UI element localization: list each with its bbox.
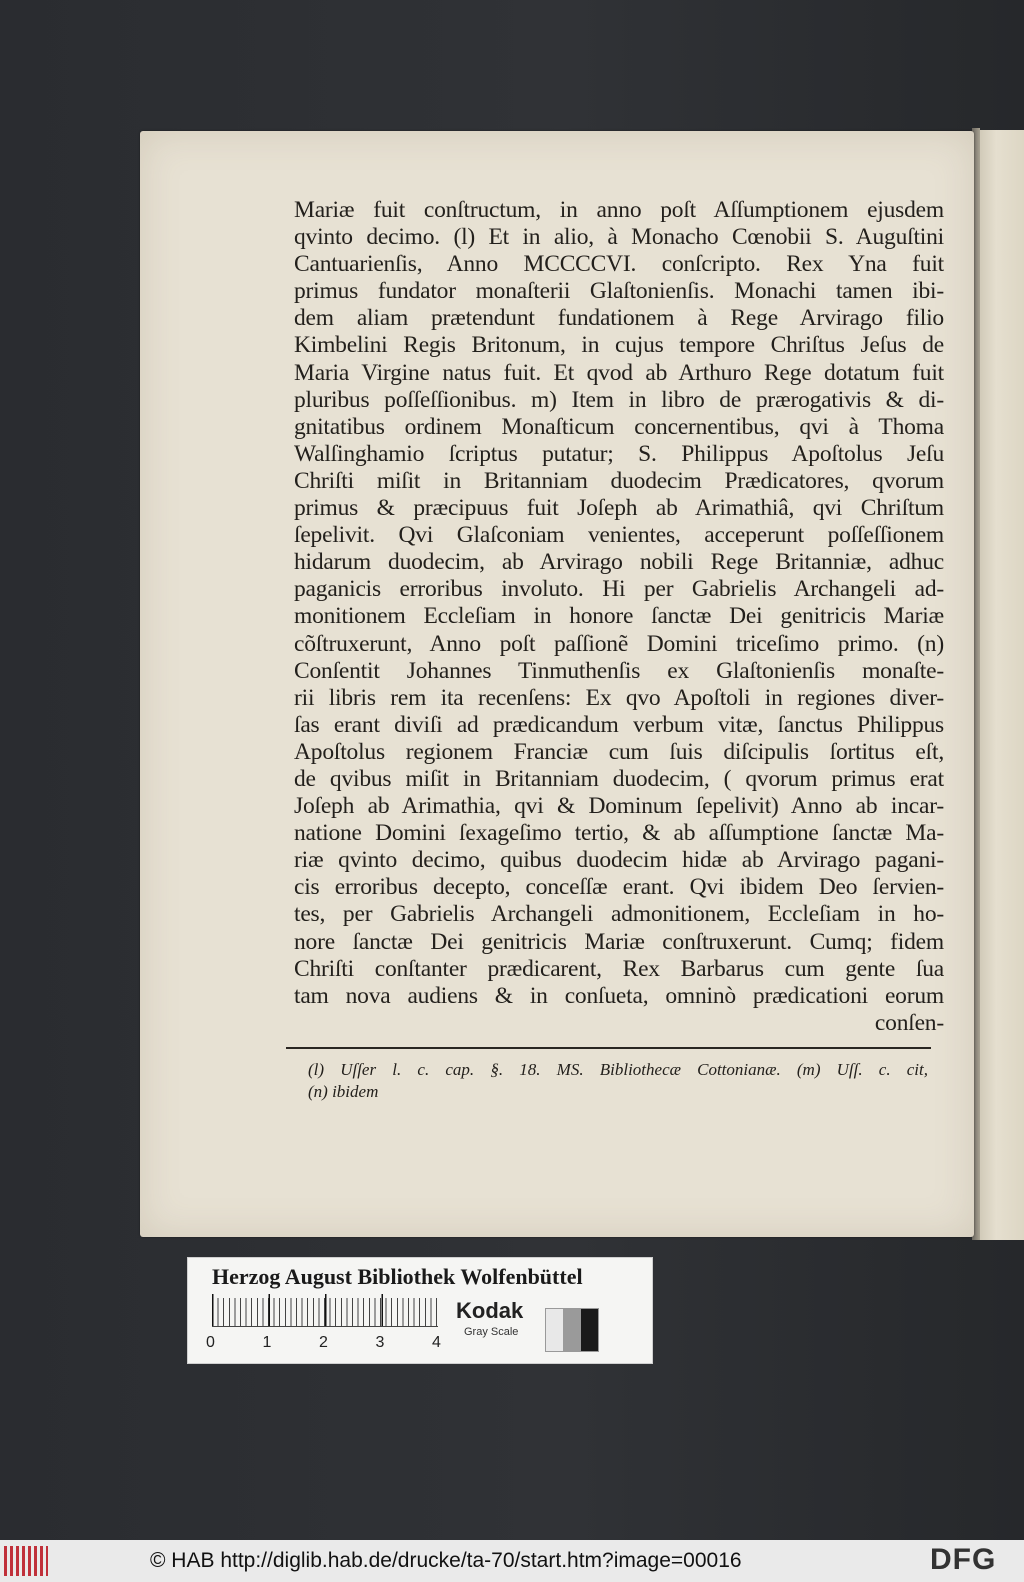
- text-line: tes, per Gabrielis Archangeli admonitionem, Eccleſiam in ho-: [294, 901, 944, 928]
- text-line: qvinto decimo. (l) Et in alio, à Monacho Cœnobii S. Auguſtini: [294, 224, 944, 251]
- footnotes: [308, 1059, 928, 1103]
- page-text: [294, 197, 944, 1037]
- text-line: dem aliam prætendunt fundationem à Rege Arvirago filio: [294, 305, 944, 332]
- text-line: Joſeph ab Arimathia, qvi & Dominum ſepelivit) Anno ab incar-: [294, 793, 944, 820]
- text-line: rii libris rem ita recenſens: Ex qvo Apoſtoli in regiones diver-: [294, 684, 944, 711]
- text-line: de qvibus miſit in Britanniam duodecim, ( qvorum primus erat: [294, 765, 944, 792]
- text-line: natione Domini ſexageſimo tertio, & ab aſſumptione ſanctæ Ma-: [294, 820, 944, 847]
- ruler-number: 1: [262, 1334, 272, 1351]
- text-line: primus fundator monaſterii Glaſtonienſis. Monachi tamen ibi-: [294, 278, 944, 305]
- gray-swatch-dark: [581, 1309, 598, 1351]
- text-line: cis erroribus decepto, conceſſæ erant. Qvi ibidem Deo ſervien-: [294, 874, 944, 901]
- text-line: Cantuarienſis, Anno MCCCCVI. conſcripto. Rex Yna fuit: [294, 251, 944, 278]
- gray-swatch-light: [546, 1309, 563, 1351]
- gray-swatch-mid: [563, 1309, 580, 1351]
- text-line: riæ qvinto decimo, quibus duodecim hidæ ab Arvirago pagani-: [294, 847, 944, 874]
- ruler-number: 0: [206, 1334, 215, 1351]
- text-line: ſepelivit. Qvi Glaſconiam venientes, acceperunt poſſeſſionem: [294, 522, 944, 549]
- ruler-major-ticks: [212, 1294, 438, 1326]
- text-line: pluribus poſſeſſionibus. m) Item in libro de prærogativis & di-: [294, 386, 944, 413]
- text-line: conſen-: [874, 1009, 944, 1036]
- text-line: Chriſti conſtanter prædicarent, Rex Barbarus cum gente ſua: [294, 955, 944, 982]
- text-line: Mariæ fuit conſtructum, in anno poſt Aſſumptionem ejusdem: [294, 197, 944, 223]
- kodak-brand: Kodak: [456, 1298, 524, 1323]
- text-line: Maria Virgine natus fuit. Et qvod ab Arthuro Rege dotatum fuit: [294, 359, 944, 386]
- viewer-footer: [0, 1540, 1024, 1582]
- text-line: nore ſanctæ Dei genitricis Mariæ conſtruxerunt. Cumq; fidem: [294, 928, 944, 955]
- book-page: [140, 131, 974, 1237]
- library-label-card: [187, 1257, 653, 1364]
- gray-scale-swatch: [545, 1308, 599, 1352]
- text-line: Kimbelini Regis Britonum, in cujus tempore Chriſtus Jeſus de: [294, 332, 944, 359]
- text-line: cõſtruxerunt, Anno poſt paſſionẽ Domini triceſimo primo. (n): [294, 630, 944, 657]
- footnote-line: (l) Uſſer l. c. cap. §. 18. MS. Bibliothecæ Cottonianæ. (m) Uſſ. c. cit,: [308, 1060, 928, 1079]
- hab-logo-icon: [4, 1546, 48, 1576]
- text-line: ſas erant diviſi ad prædicandum verbum vitæ, ſanctus Philippus: [294, 711, 944, 738]
- text-line: monitionem Eccleſiam in honore ſanctæ Dei genitricis Mariæ: [294, 603, 944, 630]
- dfg-logo: DFG: [930, 1543, 997, 1576]
- text-line: Conſentit Johannes Tinmuthenſis ex Glaſtonienſis monaſte-: [294, 657, 944, 684]
- text-line: Apoſtolus regionem Franciæ cum ſuis diſcipulis ſortitus eſt,: [294, 738, 944, 765]
- text-line: Chriſti miſit in Britanniam duodecim Prædicatores, qvorum: [294, 467, 944, 494]
- kodak-subtitle: Gray Scale: [464, 1326, 519, 1338]
- ruler-numbers: [206, 1334, 446, 1354]
- text-line: paganicis erroribus involuto. Hi per Gabrielis Archangeli ad-: [294, 576, 944, 603]
- ruler-number: 3: [375, 1334, 385, 1351]
- footnote-line: (n) ibidem: [308, 1082, 379, 1101]
- text-line: Walſinghamio ſcriptus putatur; S. Philippus Apoſtolus Jeſu: [294, 440, 944, 467]
- ruler-number: 2: [319, 1334, 328, 1351]
- text-line: hidarum duodecim, ab Arvirago nobili Rege Britanniæ, adhuc: [294, 549, 944, 576]
- next-page-edge: [978, 130, 1024, 1240]
- text-line: tam nova audiens & in conſueta, omninò prædicationi eorum: [294, 982, 944, 1009]
- library-name: Herzog August Bibliothek Wolfenbüttel: [212, 1264, 583, 1289]
- text-line: gnitatibus ordinem Monaſticum concernentibus, qvi à Thoma: [294, 413, 944, 440]
- footnote-rule: [286, 1047, 931, 1049]
- copyright-url[interactable]: © HAB http://diglib.hab.de/drucke/ta-70/start.htm?image=00016: [150, 1549, 742, 1572]
- ruler-number: 4: [432, 1334, 441, 1351]
- text-line: primus & præcipuus fuit Joſeph ab Arimathiâ, qvi Chriſtum: [294, 495, 944, 522]
